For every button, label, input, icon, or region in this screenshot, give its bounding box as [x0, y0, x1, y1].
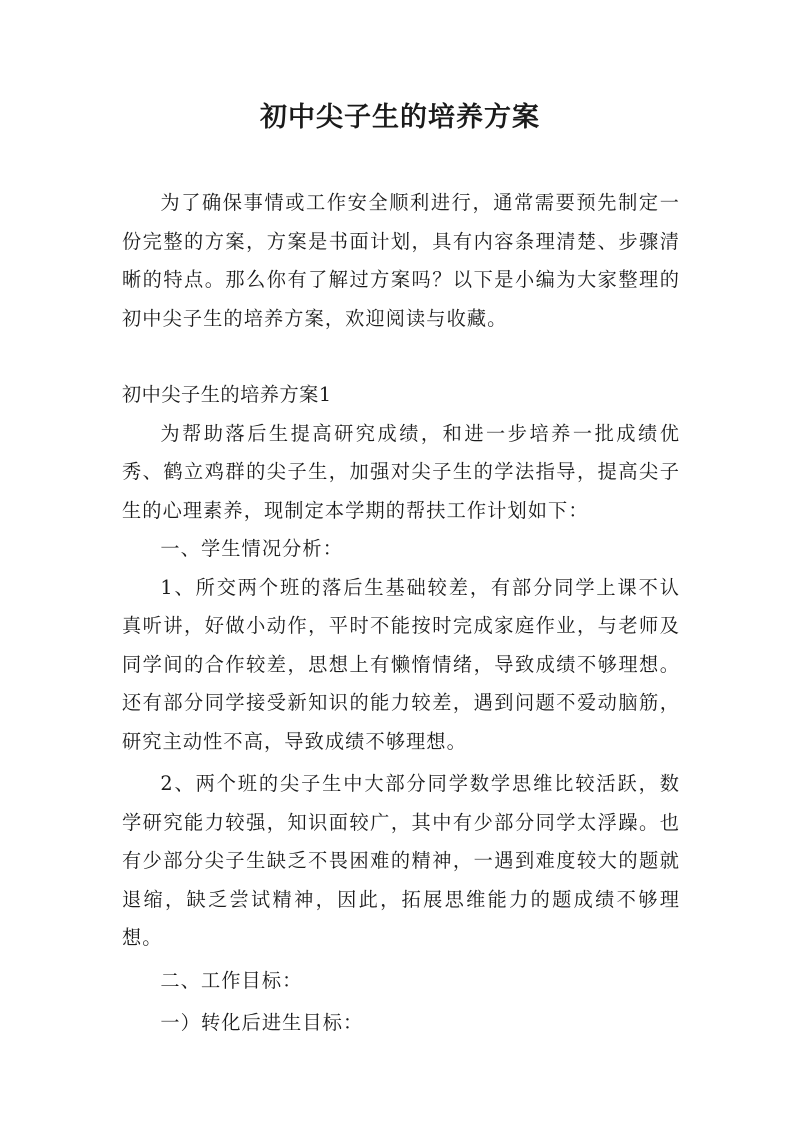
intro-paragraph: 为了确保事情或工作安全顺利进行，通常需要预先制定一份完整的方案，方案是书面计划，具有内容条理清楚、步骤清晰的特点。那么你有了解过方案吗？以下是小编为大家整理的初中尖子生的培养方案，欢迎阅读与收藏。 [122, 191, 680, 330]
heading-goal-1: 一）转化后进生目标： [160, 1011, 364, 1034]
paragraph-analysis-2: 2、两个班的尖子生中大部分同学数学思维比较活跃，数学研究能力较强，知识面较广，其中有少部分同学太浮躁。也有少部分尖子生缺乏不畏困难的精神，一遇到难度较大的题就退缩，缺乏尝试精神，因此，拓展思维能力的题成绩不够理想。 [122, 772, 680, 949]
section-title: 初中尖子生的培养方案1 [122, 383, 332, 406]
heading-student-analysis: 一、学生情况分析： [160, 537, 343, 560]
paragraph-analysis-1: 1、所交两个班的落后生基础较差，有部分同学上课不认真听讲，好做小动作，平时不能按时完成家庭作业，与老师及同学间的合作较差，思想上有懒惰情绪，导致成绩不够理想。还有部分同学接受新知识的能力较差，遇到问题不爱动脑筋，研究主动性不高，导致成绩不够理想。 [122, 575, 680, 753]
document-title: 初中尖子生的培养方案 [260, 102, 540, 133]
paragraph-purpose: 为帮助落后生提高研究成绩，和进一步培养一批成绩优秀、鹤立鸡群的尖子生，加强对尖子生的学法指导，提高尖子生的心理素养，现制定本学期的帮扶工作计划如下： [122, 421, 680, 522]
heading-work-goals: 二、工作目标： [160, 968, 303, 992]
document-body [122, 184, 680, 1043]
